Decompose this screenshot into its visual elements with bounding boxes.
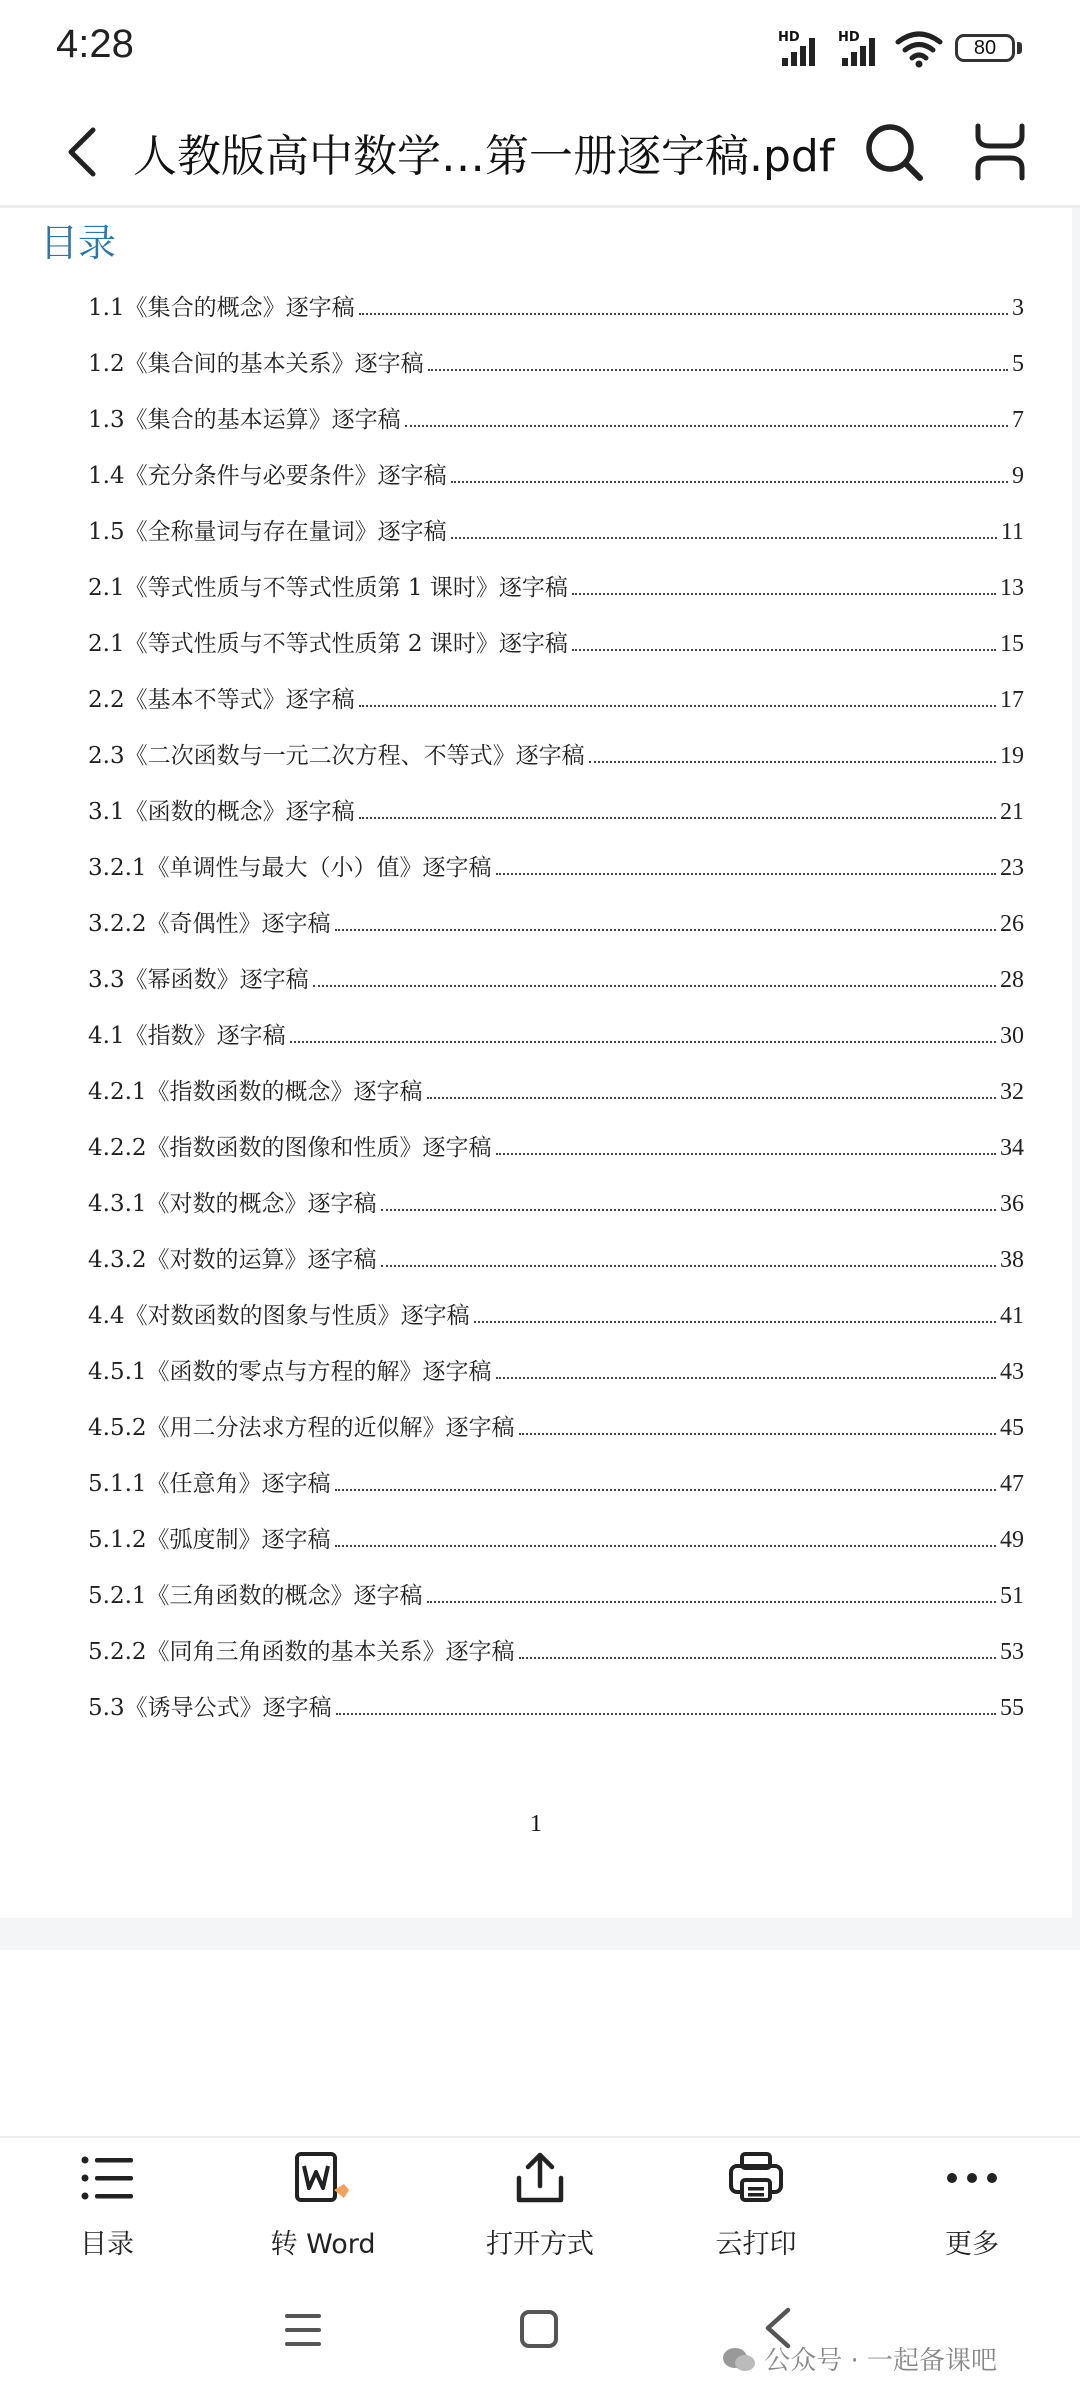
battery-icon: 80 <box>955 34 1015 62</box>
cloud-print-label: 云打印 <box>715 2229 797 2260</box>
contents-label: 目录 <box>80 2229 134 2260</box>
watermark-text: 公众号 · 一起备课吧 <box>764 2346 998 2376</box>
status-bar: 4:28 HD HD 80 <box>0 0 1080 100</box>
share-icon <box>511 2150 569 2206</box>
menu-icon[interactable] <box>282 2310 324 2350</box>
page-side-gutter <box>1072 208 1080 1918</box>
more-label: 更多 <box>945 2229 999 2260</box>
battery-tip <box>1017 42 1022 54</box>
open-with-button[interactable] <box>440 2150 640 2280</box>
list-icon <box>78 2150 136 2206</box>
pdf-page[interactable] <box>0 208 1072 1918</box>
bottom-toolbar <box>0 2136 1080 2283</box>
toc-entry[interactable]: 3.1《函数的概念》逐字稿 21 <box>88 799 1024 825</box>
toc-entry[interactable]: 3.2.1《单调性与最大（小）值》逐字稿 23 <box>88 855 1024 881</box>
toc-entry[interactable]: 1.5《全称量词与存在量词》逐字稿 11 <box>88 519 1024 545</box>
home-icon[interactable] <box>518 2308 560 2350</box>
toc-entry[interactable]: 4.2.2《指数函数的图像和性质》逐字稿 34 <box>88 1135 1024 1161</box>
toc-entry[interactable]: 4.2.1《指数函数的概念》逐字稿 32 <box>88 1079 1024 1105</box>
toc-entry[interactable]: 3.2.2《奇偶性》逐字稿 26 <box>88 911 1024 937</box>
toc-entry[interactable]: 5.2.1《三角函数的概念》逐字稿 51 <box>88 1583 1024 1609</box>
toc-entry[interactable]: 5.1.1《任意角》逐字稿 47 <box>88 1471 1024 1497</box>
toc-entry[interactable]: 5.2.2《同角三角函数的基本关系》逐字稿 53 <box>88 1639 1024 1665</box>
printer-icon <box>727 2150 785 2206</box>
toc-entry[interactable]: 3.3《幂函数》逐字稿 28 <box>88 967 1024 993</box>
contents-button[interactable] <box>7 2150 207 2280</box>
watermark <box>722 2340 997 2377</box>
wifi-icon <box>895 30 943 68</box>
convert-to-word-label: 转 Word <box>270 2229 376 2260</box>
toc-entry[interactable]: 2.1《等式性质与不等式性质第 1 课时》逐字稿 13 <box>88 575 1024 601</box>
wechat-icon <box>722 2346 756 2374</box>
word-doc-icon <box>291 2150 355 2206</box>
toc-entry[interactable]: 1.1《集合的概念》逐字稿 3 <box>88 295 1024 321</box>
cloud-print-button[interactable] <box>656 2150 856 2280</box>
toc-entry[interactable]: 1.2《集合间的基本关系》逐字稿 5 <box>88 351 1024 377</box>
toc-entry[interactable]: 4.4《对数函数的图象与性质》逐字稿 41 <box>88 1303 1024 1329</box>
toc-entry[interactable]: 1.3《集合的基本运算》逐字稿 7 <box>88 407 1024 433</box>
exit-reader-icon[interactable] <box>970 122 1030 182</box>
toc-entry[interactable]: 2.1《等式性质与不等式性质第 2 课时》逐字稿 15 <box>88 631 1024 657</box>
toc-entry[interactable]: 5.3《诱导公式》逐字稿 55 <box>88 1695 1024 1721</box>
back-arrow-icon[interactable] <box>55 122 115 182</box>
app-header <box>0 100 1080 205</box>
open-with-label: 打开方式 <box>486 2229 594 2260</box>
toc-entry[interactable]: 4.5.1《函数的零点与方程的解》逐字稿 43 <box>88 1359 1024 1385</box>
toc-entry[interactable]: 4.3.2《对数的运算》逐字稿 38 <box>88 1247 1024 1273</box>
search-icon[interactable] <box>862 120 926 184</box>
toc-entry[interactable]: 1.4《充分条件与必要条件》逐字稿 9 <box>88 463 1024 489</box>
toc-entry[interactable]: 4.1《指数》逐字稿 30 <box>88 1023 1024 1049</box>
toc-entry[interactable]: 2.3《二次函数与一元二次方程、不等式》逐字稿 19 <box>88 743 1024 769</box>
toc-entry[interactable]: 5.1.2《弧度制》逐字稿 49 <box>88 1527 1024 1553</box>
more-dots-icon <box>943 2150 1001 2206</box>
status-time: 4:28 <box>56 22 134 66</box>
convert-to-word-button[interactable] <box>223 2150 423 2280</box>
page-number: 1 <box>530 1811 542 1837</box>
toc-entry[interactable]: 2.2《基本不等式》逐字稿 17 <box>88 687 1024 713</box>
page-separator <box>0 1918 1080 1950</box>
more-button[interactable] <box>872 2150 1072 2280</box>
document-title: 人教版高中数学…第一册逐字稿.pdf <box>133 131 835 182</box>
toc-heading: 目录 <box>40 221 117 265</box>
toc-entry[interactable]: 4.3.1《对数的概念》逐字稿 36 <box>88 1191 1024 1217</box>
toc-entry[interactable]: 4.5.2《用二分法求方程的近似解》逐字稿 45 <box>88 1415 1024 1441</box>
